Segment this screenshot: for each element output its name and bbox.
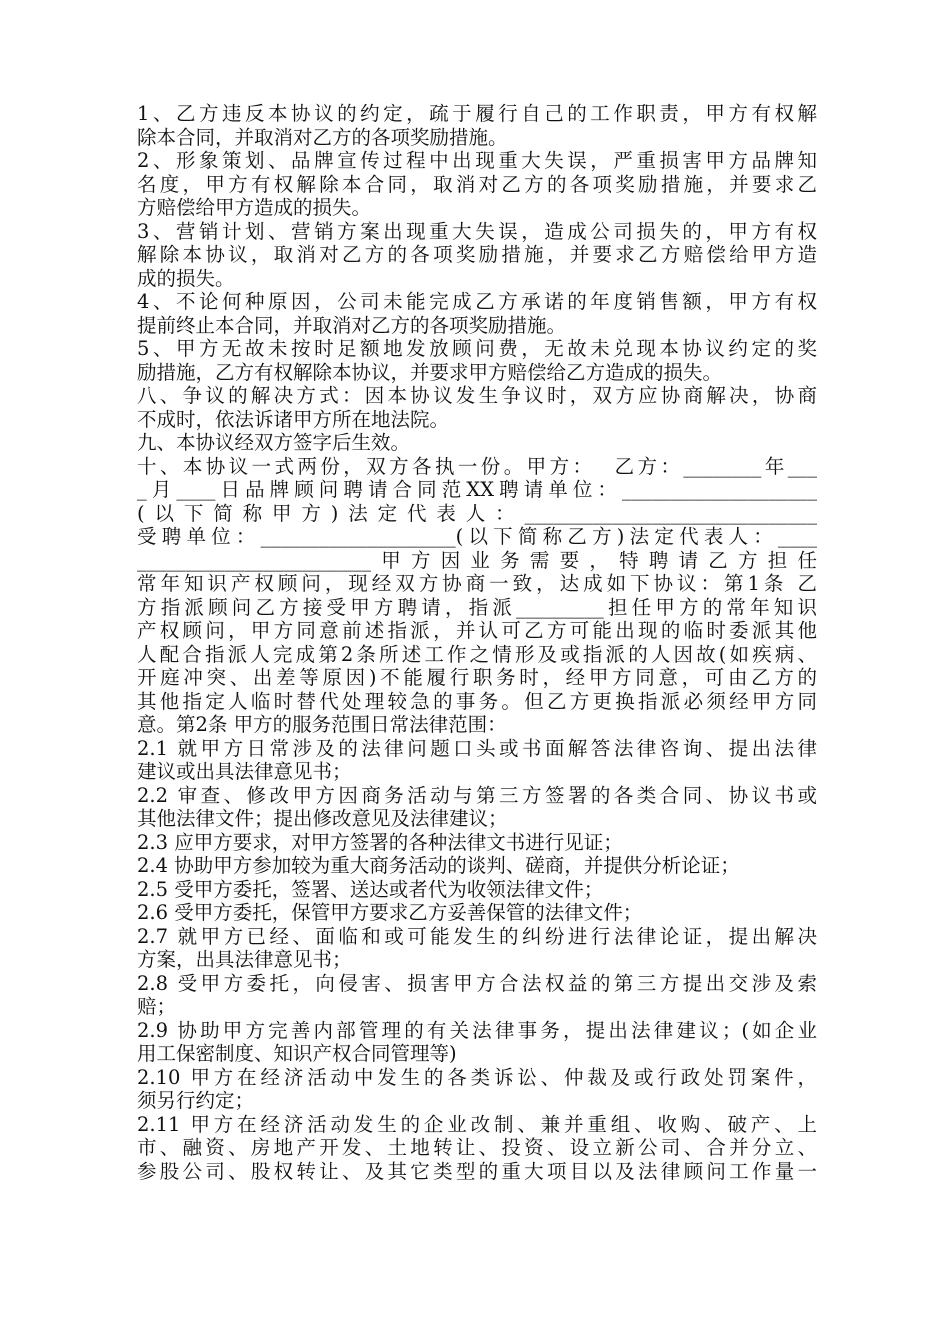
text-line: 产权顾问，甲方同意前述指派，并认可乙方可能出现的临时委派其他 [137,619,817,642]
text-line: 建议或出具法律意见书； [137,760,352,783]
text-line: 须另行约定； [137,1089,255,1112]
text-line: ________________________甲方因业务需要，特聘请乙方担任 [137,548,817,572]
text-line: 方案，出具法律意见书； [137,948,352,971]
text-line: 成的损失。 [137,266,235,290]
text-line: 十、本协议一式两份，双方各执一份。甲方： 乙方：________年___ [137,454,817,478]
text-line: 2.5 受甲方委托，签署、送达或者代为收领法律文件； [137,877,604,901]
text-line: 不成时，依法诉诸甲方所在地法院。 [137,407,450,431]
text-line: 1、乙方违反本协议的约定，疏于履行自己的工作职责，甲方有权解 [137,102,817,125]
text-line: 2.6 受甲方委托，保管甲方要求乙方妥善保管的法律文件； [137,901,643,924]
text-line: 九、本协议经双方签字后生效。 [137,431,411,454]
text-line: (以下简称甲方)法定代表人：______________________________ [137,501,817,525]
text-line: 提前终止本合同，并取消对乙方的各项奖励措施。 [137,313,567,337]
text-line: 常年知识产权顾问，现经双方协商一致，达成如下协议：第1条 乙 [137,572,817,595]
text-line: 解除本协议，取消对乙方的各项奖励措施，并要求乙方赔偿给甲方造 [137,243,817,266]
text-line: 参股公司、股权转让、及其它类型的重大项目以及法律顾问工作量一 [137,1159,817,1183]
text-line: 2.2 审查、修改甲方因商务活动与第三方签署的各类合同、协议书或 [137,783,817,807]
text-line: 2、形象策划、品牌宣传过程中出现重大失误，严重损害甲方品牌知 [137,149,817,172]
text-line: 名度，甲方有权解除本合同，取消对乙方的各项奖励措施，并要求乙 [137,172,817,196]
text-line: 人配合指派人完成第2条所述工作之情形及或指派的人因故(如疾病、 [137,642,817,666]
text-line: 2.8 受甲方委托，向侵害、损害甲方合法权益的第三方提出交涉及索 [137,971,817,995]
text-line: 方指派顾问乙方接受甲方聘请，指派_________担任甲方的常年知识 [137,595,817,619]
text-line: 受聘单位：____________________(以下简称乙方)法定代表人：____ [137,525,817,548]
text-line: 2.4 协助甲方参加较为重大商务活动的谈判、磋商，并提供分析论证； [137,854,740,877]
text-line: 2.7 就甲方已经、面临和或可能发生的纠纷进行法律论证，提出解决 [137,924,817,948]
text-line: 方赔偿给甲方造成的损失。 [137,196,372,219]
text-line: 开庭冲突、出差等原因)不能履行职务时，经甲方同意，可由乙方的 [137,666,817,689]
text-line: 2.10 甲方在经济活动中发生的各类诉讼、仲裁及或行政处罚案件， [137,1065,817,1089]
text-line: 2.9 协助甲方完善内部管理的有关法律事务，提出法律建议；(如企业 [137,1018,817,1042]
text-line: 赔； [137,995,177,1018]
document-page [137,102,817,1183]
text-line: 除本合同，并取消对乙方的各项奖励措施。 [137,125,508,149]
text-line: 励措施，乙方有权解除本协议，并要求甲方赔偿给乙方造成的损失。 [137,360,723,384]
text-line: 用工保密制度、知识产权合同管理等) [137,1042,457,1065]
text-line: 其他法律文件；提出修改意见及法律建议； [137,807,508,830]
text-line: 3、营销计划、营销方案出现重大失误，造成公司损失的，甲方有权 [137,219,817,243]
text-line: _月____日品牌顾问聘请合同范XX聘请单位：____________________ [137,478,817,501]
text-line: 市、融资、房地产开发、土地转让、投资、设立新公司、合并分立、 [137,1136,817,1159]
text-line: 4、不论何种原因，公司未能完成乙方承诺的年度销售额，甲方有权 [137,290,817,313]
text-line: 八、争议的解决方式：因本协议发生争议时，双方应协商解决，协商 [137,384,817,407]
text-line: 其他指定人临时替代处理较急的事务。但乙方更换指派必须经甲方同 [137,689,817,713]
text-line: 2.1 就甲方日常涉及的法律问题口头或书面解答法律咨询、提出法律 [137,736,817,760]
text-line: 2.3 应甲方要求，对甲方签署的各种法律文书进行见证； [137,830,623,854]
text-line: 意。第2条 甲方的服务范围日常法律范围： [137,713,507,736]
text-line: 5、甲方无故未按时足额地发放顾问费，无故未兑现本协议约定的奖 [137,337,817,360]
text-line: 2.11 甲方在经济活动发生的企业改制、兼并重组、收购、破产、上 [137,1112,817,1136]
